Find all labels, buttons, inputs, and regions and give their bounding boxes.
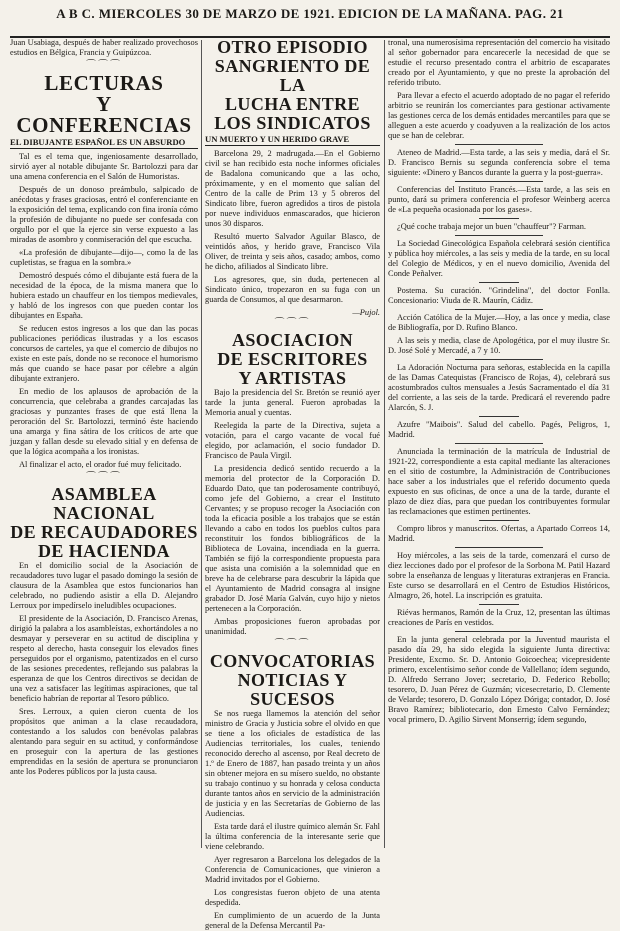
advert-paragraph: Azufre "Maibois". Salud del cabello. Pagés, Peligros, 1, Madrid. [388,420,610,439]
headline-noticias: NOTICIAS Y SUCESOS [237,670,348,709]
notice-paragraph: Hoy miércoles, a las seis de la tarde, comenzará el curso de diez lecciones dado por el profesor de la Sorbona M. Patil Hazard sobre la enseñanza de lenguas y literaturas extranjeras en Francia. Este curso se desarrollará en el Centro de Estudios Históricos, Almagro, 26, hotel. La inscripción es gratuita. [388,551,610,600]
article-paragraph: Para llevar a efecto el acuerdo adoptado de no pagar el referido arbitrio se reunirán los comerciantes para gestionar activamente las gestiones cerca de los demás entidades mercantiles para que se alleguen a este acuerdo y coadyuven a la realización de los actos que se han de celebrar. [388,91,610,140]
separator [455,359,544,360]
article-paragraph: En medio de los aplausos de aprobación de la concurrencia, que celebraba a grandes carcajadas las graciosas y punzantes frases de que está llena la peroración del Sr. Bartolozzi, terminó éste haciendo una amarga y fina sátira de los críticos de arte que juzgan y fallan desde su elevado sitial y en defensa de que la lógica acompaña a los ironistas. [10,387,198,456]
advert-paragraph: Compro libros y manuscritos. Ofertas, a Apartado Correos 14, Madrid. [388,524,610,543]
advert-paragraph: Postema. Su curación. "Grindelina", del doctor Fonlla. Concesionario: Viuda de R. Maurín, Cádiz. [388,286,610,305]
subheadline-dibujante: EL DIBUJANTE ESPAÑOL ES UN ABSURDO [10,137,198,149]
headline-conferencias: Y CONFERENCIAS [16,92,192,137]
notice-paragraph: Ateneo de Madrid.—Esta tarde, a las seis y media, dará el Sr. D. Francisco Bernis su segunda conferencia sobre el tema siguiente: «Dinero y Bancos durante la guerra y la post-guerra». [388,148,610,177]
advert-paragraph: ¿Qué coche trabaja mejor un buen "chauffeur"? Farman. [397,222,586,231]
article-paragraph: Resultó muerto Salvador Aguilar Blasco, de veintidós años, y herido grave, Francisco Vila Oliver, de treinta y seis años, casado; ambos, como he dicho, afiliados al Sindicato libre. [205,232,380,271]
article-paragraph: Después de un donoso preámbulo, salpicado de anécdotas y frases graciosas, entró el conferenciante en la exposición del tema, explicando con fina ironía cómo la profesión de dibujante no puede ser confesada con orgullo por el que la ejerce sin verse expuesto a las miradas de asombro y conmiseración del que escucha. [10,185,198,244]
separator [455,144,544,145]
separator [455,181,544,182]
article-paragraph: Esta tarde dará el ilustre químico alemán Sr. Fahl la última conferencia de la interesante serie que viene celebrando. [205,822,380,851]
headline-artistas: Y ARTISTAS [238,368,347,388]
article-paragraph: «La profesión de dibujante—dijo—, como la de las cupletistas, se fragua en la sombra.» [10,248,198,267]
article-paragraph: Reelegida la parte de la Directiva, sujeta a votación, para el cargo vacante de vocal fué elegido, por aclamación, el socio fundador D. Francisco de Paula Virgil. [205,421,380,460]
headline-asamblea: ASAMBLEA NACIONAL [51,484,157,523]
article-paragraph: Demostró después cómo el dibujante está fuera de la necesidad de la época, de la misma manera que lo hubiera estado un chauffeur en los tiempos medievales, y habló de los ingresos con que pueden contar los dibujantes en España. [10,271,198,320]
article-paragraph: Ambas proposiciones fueron aprobadas por unanimidad. [205,617,380,636]
notice-paragraph: La Adoración Nocturna para señoras, establecida en la capilla de las Damas Catequistas (Francisco de Rojas, 4), celebrará sus acostumbrados cultos mensuales a Jesús Sacramentado el día 31 del corriente, a las seis de la tarde. Predicará el reverendo padre Alarcón, S. J. [388,363,610,412]
separator [455,631,544,632]
article-paragraph: La presidencia dedicó sentido recuerdo a la memoria del protector de la Corporación D. Eduardo Dato, que tan poderosamente contribuyó, como jefe del Gobierno, a crear el Instituto Cervantes; y se propuso recoger la Asociación con toda la eficacia posible a los trabajos que se están llevando a cabo en todos los pueblos cultos para reconstituir los fondos bibliográficos de la Biblioteca de Lovaina, incendiada en la guerra. También se fijó la correspondiente propuesta para que asista una comisión a la solemnidad que en breve ha de celebrarse para descubrir la lápida que el Ayuntamiento de Madrid consagra al insigne grabador D. José María Galván, cuyo hijo y nietos pertenecen a la Corporación. [205,464,380,613]
article-paragraph: Bajo la presidencia del Sr. Bretón se reunió ayer tarde la junta general. Fueron aprobadas la Memoria anual y cuentas. [205,388,380,417]
signature: —Pujol. [352,308,380,317]
masthead-text: A B C. MIERCOLES 30 DE MARZO DE 1921. EDICION DE LA MAÑANA. PAG. 21 [56,6,564,21]
headline-hacienda: DE HACIENDA [38,541,170,561]
ornament: ⌒⌒⌒ [274,639,311,650]
article-paragraph: Barcelona 29, 2 madrugada.—En el Gobierno civil se han recibido esta noche informes oficiales de Badalona comunicando que a las ocho, próximamente, y en el momento que salían del Centro de la calle de Prim 13 y 5 obreros del Sindicato libre, fueron agredidos a tiros de pistola por nueve individuos enmascarados, que hicieron unos 30 disparos. [205,149,380,228]
article-paragraph: Los congresistas fueron objeto de una atenta despedida. [205,888,380,907]
notice-paragraph: Acción Católica de la Mujer.—Hoy, a las once y media, clase de Bibliografía, por D. Rufino Blanco. [388,313,610,332]
headline-recaudadores: DE RECAUDADORES [10,522,198,542]
intro-paragraph: Juan Usabiaga, después de haber realizado provechosos estudios en Bélgica, Francia y Guipúzcoa. [10,38,198,57]
headline-asociacion: ASOCIACION [231,330,354,350]
column-1 [10,38,198,850]
notice-paragraph: Conferencias del Instituto Francés.—Esta tarde, a las seis en punto, dará su primera conferencia el profesor Weinberg acerca de «La pequeña ocasionada por los gases». [388,185,610,214]
separator [455,547,544,548]
article-paragraph: En cumplimiento de un acuerdo de la Junta general de la Defensa Mercantil Pa- [205,911,380,930]
separator [455,235,544,236]
article-paragraph: tronal, una numerosísima representación del comercio ha visitado al señor gobernador para encarecerle la necesidad de que se estudie el recurso presentado contra el arbitrio de escaparates creado por el Ayuntamiento, y que no preste la aprobación del referido tributo. [388,38,610,87]
headline-sindicatos: LOS SINDICATOS [214,113,371,133]
column-2 [205,37,380,930]
article-paragraph: En el domicilio social de la Asociación de recaudadores tuvo lugar el pasado domingo la sesión de clausura de la Asamblea que estos funcionarios han celebrado, no pudiendo asistir a ella D. Alejandro Lerroux por impedírselo ineludibles ocupaciones. [10,561,198,610]
separator [479,520,519,521]
separator [479,282,519,283]
notice-paragraph: A las seis y media, clase de Apologética, por el muy ilustre Sr. D. José Solé y Mercadé, a 7 y 10. [388,336,610,355]
notice-paragraph: La Sociedad Ginecológica Española celebrará sesión científica y pública hoy miércoles, a las seis y media de la tarde, en su local del Colegio de Médicos, y en el nuevo domicilio, Avenida del Conde Peñalver. [388,239,610,278]
notice-paragraph: Anunciada la terminación de la matrícula de Industrial de 1921-22, correspondiente a esta capital mediante las alteraciones en el sitio de costumbre, la Administración de Contribuciones hace saber a los industriales que el referido documento queda expuesto en sus oficinas, de once a una de la tarde, durante el plazo de diez días, para que puedan los contribuyentes formular las reclamaciones que estimen pertinentes. [388,447,610,516]
article-paragraph: Tal es el tema que, ingeniosamente desarrollado, sirvió ayer al notable dibujante Sr. Bartolozzi para dar una amena conferencia en el Salón de Humoristas. [10,152,198,181]
headline-lecturas: LECTURAS [44,71,164,95]
separator [455,309,544,310]
separator [479,416,519,417]
article-paragraph: El presidente de la Asociación, D. Francisco Arenas, dirigió la palabra a los asambleístas, exhortándoles a no desmayar y perseverar en su actitud de disciplina y respeto al derecho, hasta conseguir los elevados fines perseguidos por el organismo, patentizados en el curso de las sesiones precedentes, reflejando sus palabras la esperanza de que los Centros directivos se decidan de una vez a satisfacer las legítimas aspiraciones, que tal beneficio habrían de reportar al Tesoro público. [10,614,198,703]
separator [479,604,519,605]
article-paragraph: Ayer regresaron a Barcelona los delegados de la Conferencia de Comunicaciones, que vinieron a Madrid invitados por el Gobierno. [205,855,380,884]
separator [479,218,519,219]
article-paragraph: Los agresores, que, sin duda, pertenecen al Sindicato único, tropezaron en su fuga con un guarda de Consumos, al que desarmaron. [205,275,380,304]
headline-sangriento: SANGRIENTO DE LA [214,56,371,95]
headline-lucha: LUCHA ENTRE [225,94,360,114]
headline-otro: OTRO EPISODIO [217,37,368,57]
ornament: ⌒⌒⌒ [274,318,311,329]
subheadline-muerto: UN MUERTO Y UN HERIDO GRAVE [205,134,380,146]
separator [455,443,544,444]
advert-paragraph: Riévas hermanos, Ramón de la Cruz, 12, presentan las últimas creaciones de París en vestidos. [388,608,610,627]
article-paragraph: Sres. Lerroux, a quien cieron cuenta de los propósitos que animan a la clase recaudadora, contestando a los saludos con benévolas palabras alentando para seguir en su actitud, y conformándose en proseguir con la apertura de las gestiones emprendidas en la sesión de apertura se pronunciaron ante los Poderes públicos por la justa causa. [10,707,198,776]
headline-escritores: DE ESCRITORES [217,349,368,369]
article-paragraph: Al finalizar el acto, el orador fué muy felicitado. [19,460,182,469]
ornament: ⌒⌒⌒ [86,60,122,71]
column-divider [201,40,202,848]
notice-paragraph: En la junta general celebrada por la Juventud maurista el pasado día 29, ha sido elegida la siguiente Junta directiva: Presidente, Excmo. Sr. D. Antonio Goicoechea; vicepresidente primero, excelentísimo señor conde de Vallellano; ídem segundo, D. Alfredo Serrano Jover; secretario, D. Federico Rebollo; tesorero, D. Juan Pérez de Guzmán; vicesecretario, D. Clemente de Velarde; tesorero, D. Gonzalo López Dóriga; contador, D. José Bravo Ramírez; bibliotecario, don Ernesto Calvo Fernández; vocal primero, D. Agilio Sirvent Monserrig; ídem segundo, [388,635,610,724]
column-divider [384,40,385,848]
headline-convocatorias: CONVOCATORIAS [209,651,376,671]
ornament: ⌒⌒⌒ [86,472,122,483]
article-paragraph: Se nos ruega llamemos la atención del señor ministro de Gracia y Justicia sobre el olvido en que se tiene a los oficiales de estadística de las Audiencias territoriales, los cuales, teniendo reconocido derecho al ascenso, por Real decreto de 1.º de Enero de 1887, han pasado treinta y un años sin obtener mejora en su mísero sueldo, no obstante su trabajo continuo y su honrada y celosa conducta durante tantos años en servicio de la administración de justicia y en las Secretarías de Gobierno de las Audiencias. [205,709,380,818]
article-paragraph: Se reducen estos ingresos a los que dan las pocas publicaciones periódicas ilustradas y a los escasos concursos de carteles, ya que el comercio de dibujos no existe en este país, donde no se reconoce el humorismo más que cuando se hace pasar por célebre a algún dibujante extranjero. [10,324,198,383]
column-3 [388,38,610,850]
